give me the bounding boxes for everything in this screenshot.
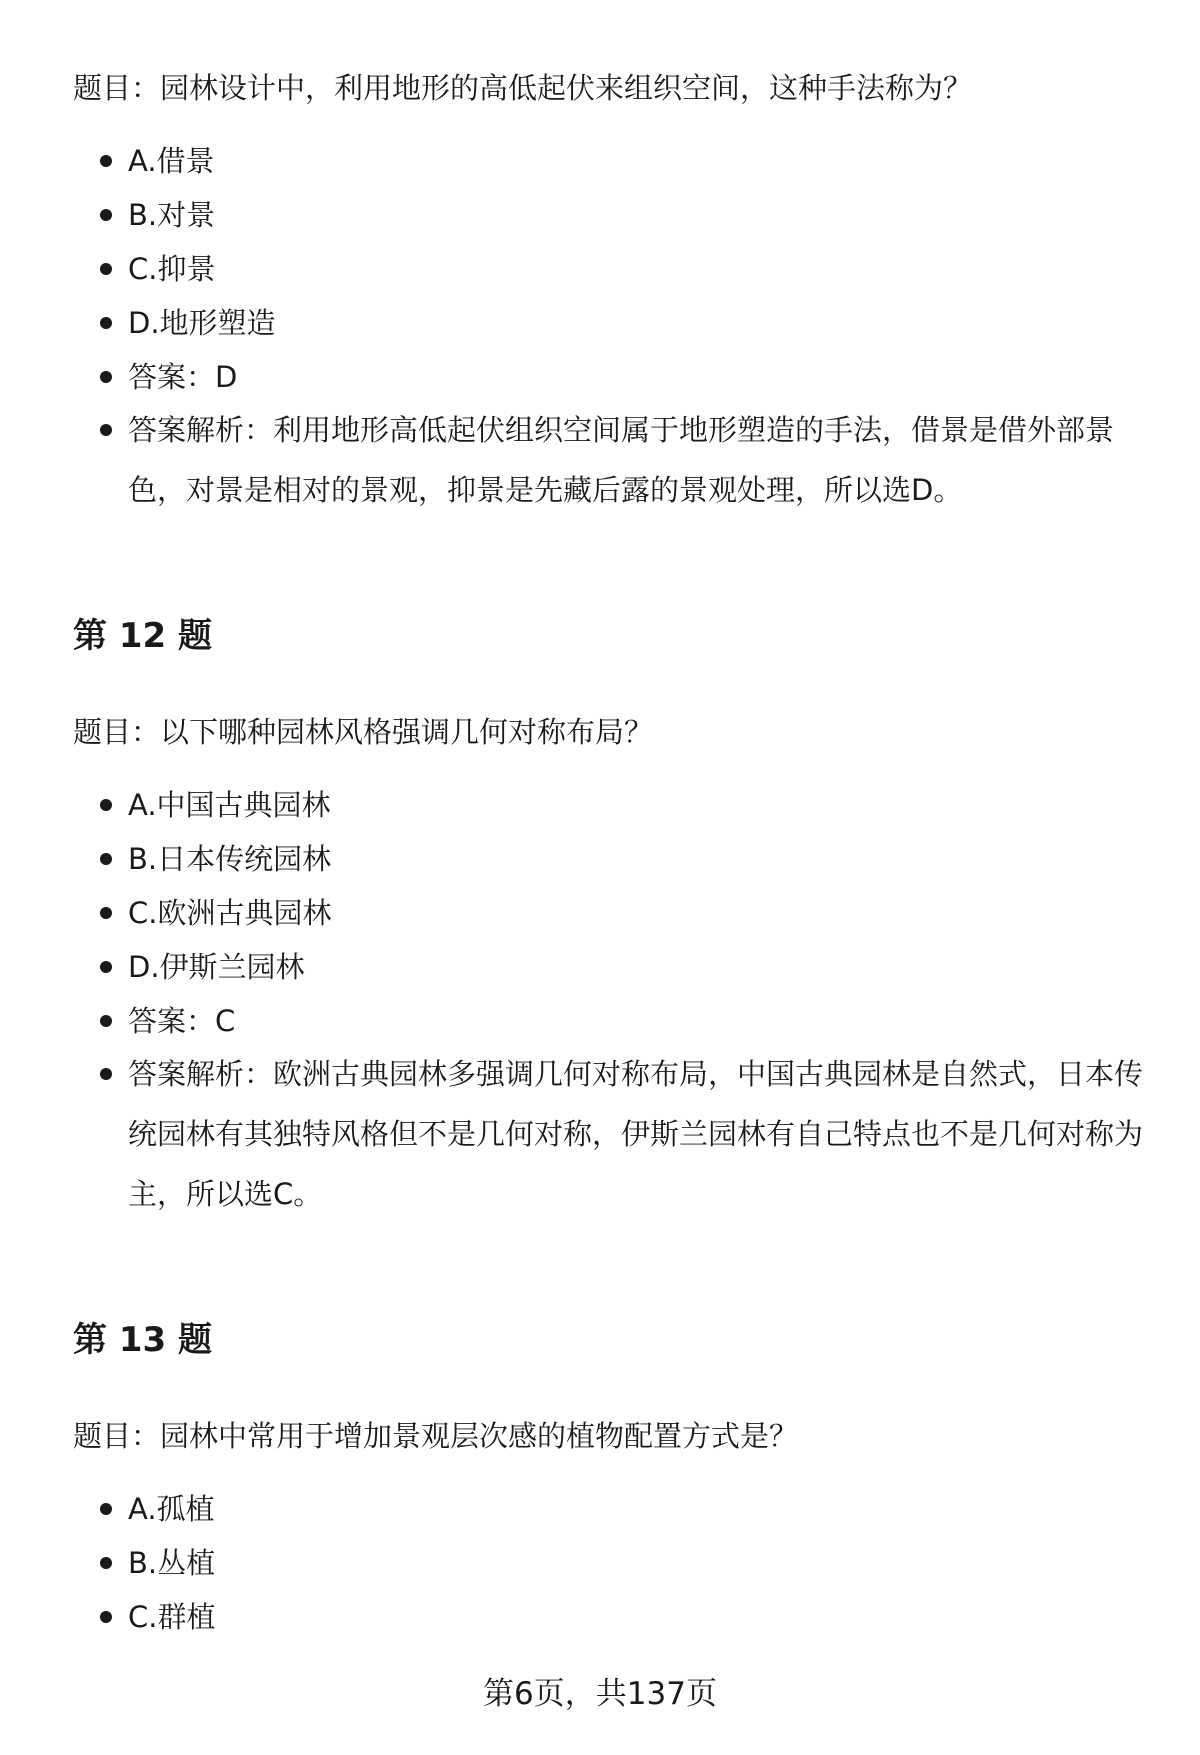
bullet-icon [100, 317, 112, 329]
question-13-option-a: A.孤植 [100, 1479, 1145, 1539]
bullet-icon [100, 961, 112, 973]
question-13-heading: 第 13 题 [73, 1320, 212, 1360]
question-12-option-a: A.中国古典园林 [100, 775, 1145, 835]
question-11-option-c: C.抑景 [100, 239, 1145, 299]
bullet-icon [100, 1557, 112, 1569]
question-11-option-a: A.借景 [100, 131, 1145, 191]
question-12-option-d: D.伊斯兰园林 [100, 937, 1145, 997]
question-12-option-c: C.欧洲古典园林 [100, 883, 1145, 943]
bullet-icon [100, 1611, 112, 1623]
bullet-icon [100, 799, 112, 811]
question-13-option-b: B.丛植 [100, 1533, 1145, 1593]
question-11-option-b: B.对景 [100, 185, 1145, 245]
question-12-analysis: 答案解析：欧洲古典园林多强调几何对称布局，中国古典园林是自然式，日本传统园林有其独特风格但不是几何对称，伊斯兰园林有自己特点也不是几何对称为主，所以选C。 [100, 1044, 1145, 1224]
question-11-answer: 答案：D [100, 347, 1145, 407]
page-number-footer: 第6页，共137页 [483, 1676, 717, 1712]
question-12-answer: 答案：C [100, 991, 1145, 1051]
question-13-prompt: 题目：园林中常用于增加景观层次感的植物配置方式是？ [73, 1419, 799, 1453]
bullet-icon [100, 263, 112, 275]
bullet-icon [100, 1015, 112, 1027]
bullet-icon [100, 1068, 112, 1080]
bullet-icon [100, 155, 112, 167]
question-12-option-b: B.日本传统园林 [100, 829, 1145, 889]
bullet-icon [100, 907, 112, 919]
bullet-icon [100, 424, 112, 436]
question-12-prompt: 题目：以下哪种园林风格强调几何对称布局？ [73, 715, 654, 749]
bullet-icon [100, 1503, 112, 1515]
bullet-icon [100, 371, 112, 383]
question-11-option-d: D.地形塑造 [100, 293, 1145, 353]
bullet-icon [100, 853, 112, 865]
question-11-prompt: 题目：园林设计中，利用地形的高低起伏来组织空间，这种手法称为？ [73, 71, 973, 105]
question-11-analysis: 答案解析：利用地形高低起伏组织空间属于地形塑造的手法，借景是借外部景色，对景是相对的景观，抑景是先藏后露的景观处理，所以选D。 [100, 400, 1145, 520]
bullet-icon [100, 209, 112, 221]
question-13-option-c: C.群植 [100, 1587, 1145, 1647]
question-12-heading: 第 12 题 [73, 616, 212, 656]
